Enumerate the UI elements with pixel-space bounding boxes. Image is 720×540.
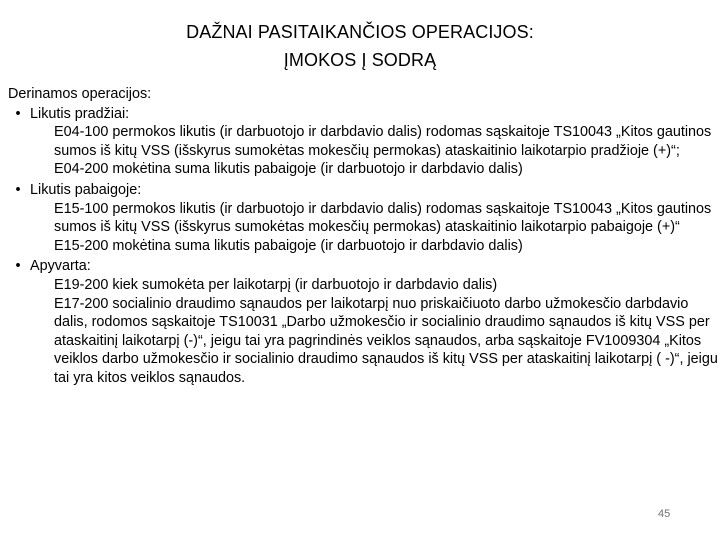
bullet-line: E15-100 permokos likutis (ir darbuotojo ir darbdavio dalis) rodomas sąskaitoje TS10043 „Kitos gautinos sumos iš kitų VSS (išskyrus sumokėtas mokesčių permokas) ataskaitinio laikotarpio pabaigoje (+)“ <box>54 200 712 236</box>
bullet-heading: Apyvarta: <box>30 258 91 275</box>
bullet-icon: • <box>15 258 21 275</box>
bullet-turnover <box>8 257 718 387</box>
bullet-heading: Likutis pabaigoje: <box>30 181 142 198</box>
bullet-line: E17-200 socialinio draudimo sąnaudos per laikotarpį nuo priskaičiuoto darbo užmokesčio darbdavio dalis, rodomos sąskaitoje TS10031 „Darbo užmokesčio ir socialinio draudimo sąnaudos iš kitų VSS per ataskaitinį laikotarpį (-)“, jeigu tai yra pagrindinės veiklos sąnaudos, arba sąskaitoje FV1009304 „Kitos veiklos darbo užmokesčio ir socialinio draudimo sąnaudos iš kitų VSS per ataskaitinį laikotarpį ( -)“, jeigu tai yra kitos veiklos sąnaudos. <box>54 295 718 386</box>
bullet-line: E04-100 permokos likutis (ir darbuotojo ir darbdavio dalis) rodomas sąskaitoje TS10043 „Kitos gautinos sumos iš kitų VSS (išskyrus sumokėtas mokesčių permokas) ataskaitinio laikotarpio pradžioje (+)“; <box>54 124 712 159</box>
slide-title <box>0 18 720 74</box>
slide-body <box>8 85 718 390</box>
operations-list <box>8 105 718 388</box>
bullet-line: E15-200 mokėtina suma likutis pabaigoje (ir darbuotojo ir darbdavio dalis) <box>54 237 523 254</box>
page-number: 45 <box>658 508 671 520</box>
bullet-line: E04-200 mokėtina suma likutis pabaigoje (ir darbuotojo ir darbdavio dalis) <box>54 161 523 178</box>
bullet-line: E19-200 kiek sumokėta per laikotarpį (ir darbuotojo ir darbdavio dalis) <box>54 276 498 293</box>
bullet-icon: • <box>15 181 21 198</box>
intro-text: Derinamos operacijos: <box>8 86 152 102</box>
title-line-2: ĮMOKOS Į SODRĄ <box>283 50 437 70</box>
bullet-closing-balance <box>8 181 718 255</box>
bullet-opening-balance <box>8 105 718 179</box>
bullet-icon: • <box>15 105 21 122</box>
title-line-1: DAŽNAI PASITAIKANČIOS OPERACIJOS: <box>186 22 534 42</box>
bullet-heading: Likutis pradžiai: <box>30 105 130 122</box>
